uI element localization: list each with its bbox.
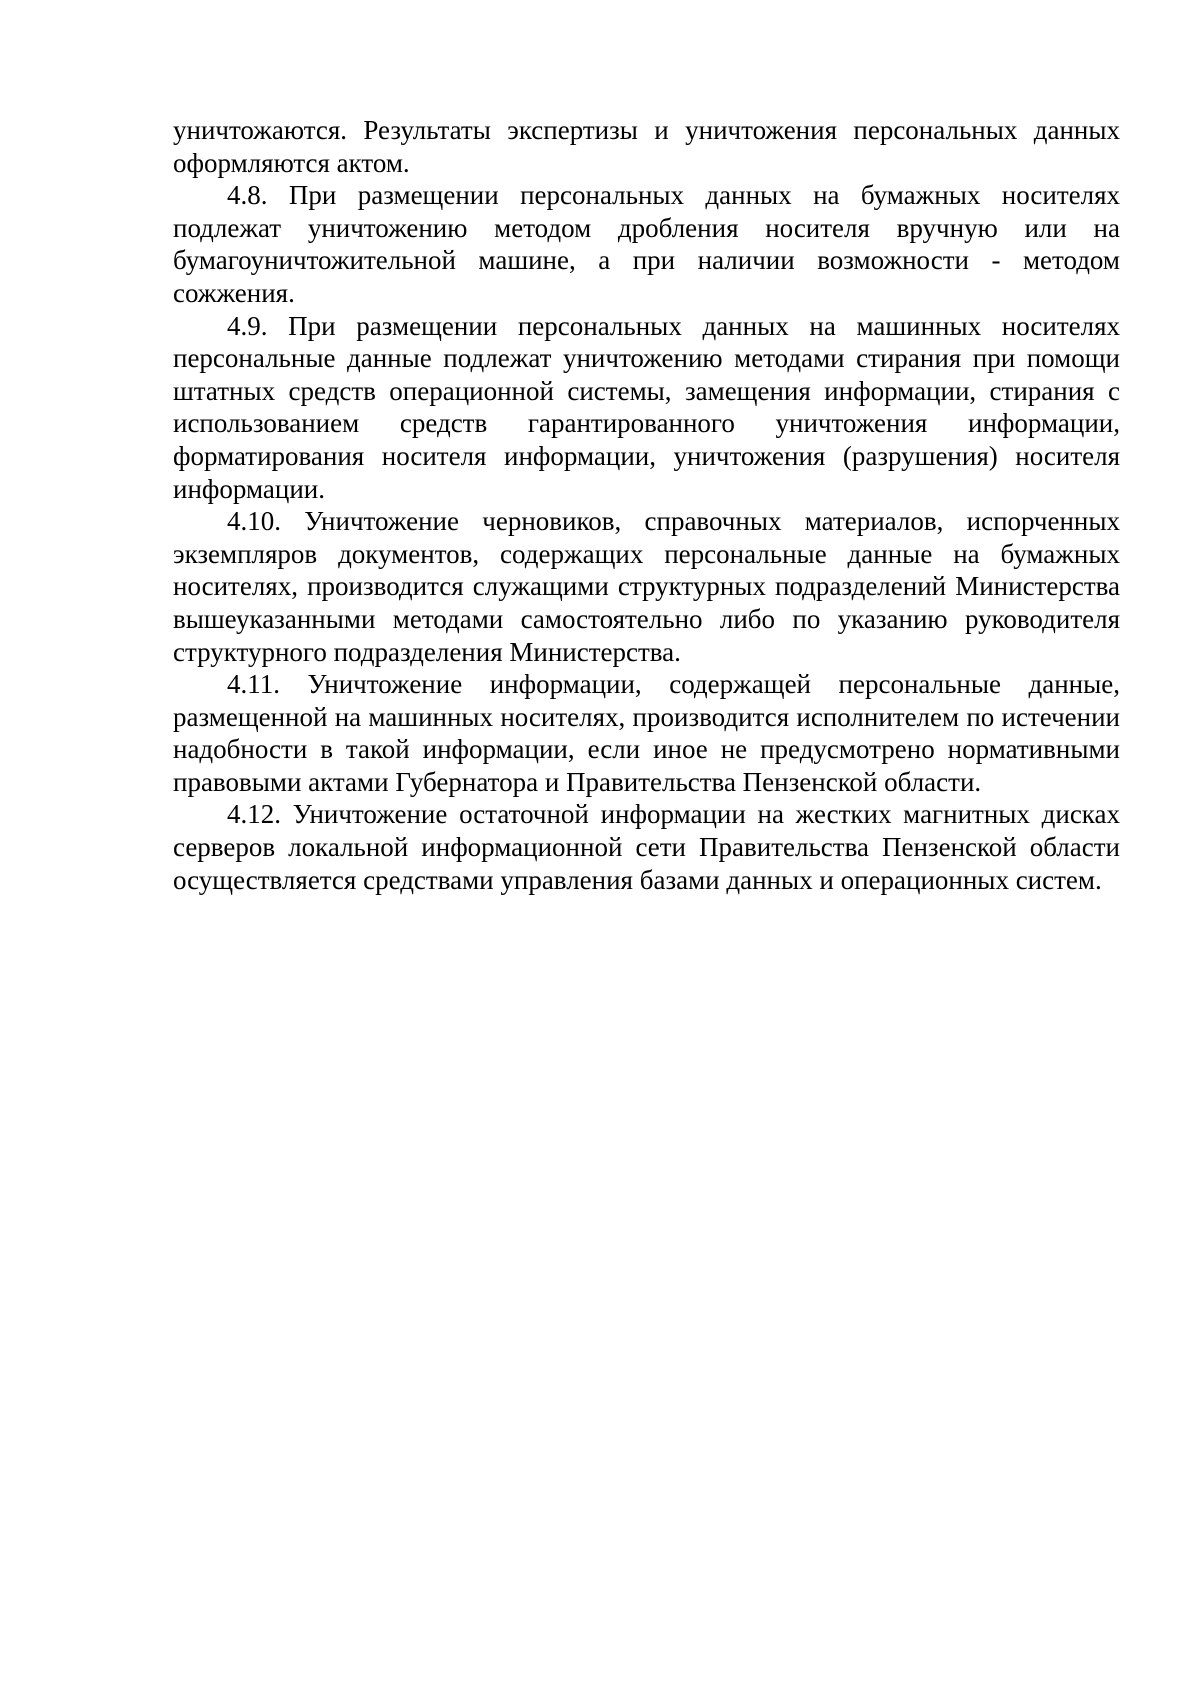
document-body [173, 114, 1120, 896]
paragraph-4-11: 4.11. Уничтожение информации, содержащей персональные данные, размещенной на машинных носителях, производится исполнителем по истечении надобности в такой информации, если иное не предусмотрено нормативными правовыми актами Губернатора и Правительства Пензенской области. [173, 669, 1120, 797]
paragraph-4-8: 4.8. При размещении персональных данных на бумажных носителях подлежат уничтожению методом дробления носителя вручную или на бумагоуничтожительной машине, а при наличии возможности - методом сожжения. [173, 180, 1120, 308]
paragraph-4-9: 4.9. При размещении персональных данных на машинных носителях персональные данные подлежат уничтожению методами стирания при помощи штатных средств операционной системы, замещения информации, стирания с использованием средств гарантированного уничтожения информации, форматирования носителя информации, уничтожения (разрушения) носителя информации. [173, 310, 1120, 504]
paragraph-4-10: 4.10. Уничтожение черновиков, справочных материалов, испорченных экземпляров документов, содержащих персональные данные на бумажных носителях, производится служащими структурных подразделений Министерства вышеуказанными методами самостоятельно либо по указанию руководителя структурного подразделения Министерства. [173, 506, 1120, 667]
paragraph-4-7-continuation: уничтожаются. Результаты экспертизы и уничтожения персональных данных оформляются актом. [173, 115, 1120, 178]
paragraph-4-12: 4.12. Уничтожение остаточной информации на жестких магнитных дисках серверов локальной информационной сети Правительства Пензенской области осуществляется средствами управления базами данных и операционных систем. [173, 799, 1120, 895]
